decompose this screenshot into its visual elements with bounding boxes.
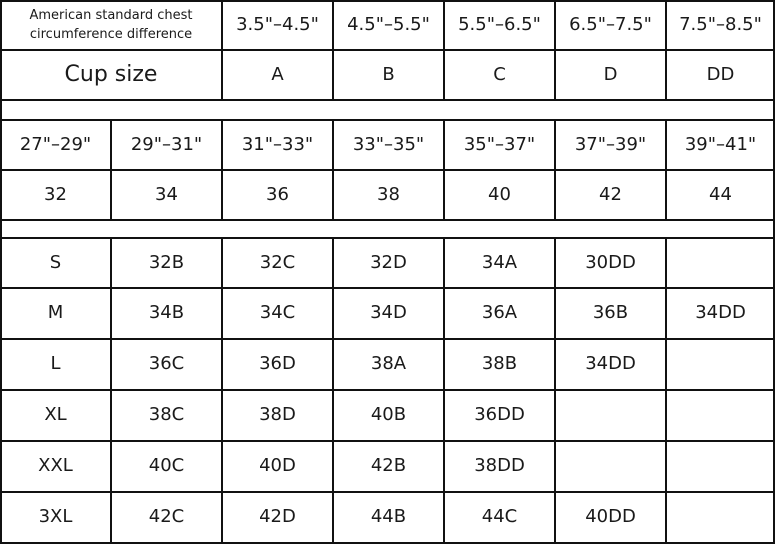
chest-diff-range: 4.5"–5.5" [347,14,430,36]
cup-letter: D [603,63,618,85]
row-divider [0,119,775,121]
row-divider [0,237,775,239]
bra-size [666,390,775,441]
chest-diff-label: American standard chest circumference difference [29,8,193,42]
column-divider [110,238,112,544]
chest-diff-range: 7.5"–8.5" [679,14,762,36]
bra-size: 32D [370,251,407,273]
bra-size: 40DD [585,506,636,528]
row-divider [0,491,775,493]
bra-size [666,339,775,390]
row-divider [0,440,775,442]
bra-size: 34A [481,251,518,273]
row-divider [0,49,775,51]
bra-size: 34DD [695,302,746,324]
column-divider [0,220,2,238]
band-size: 38 [377,183,400,205]
bra-size: 34C [259,302,296,324]
bra-size [555,390,666,441]
bra-size: 32B [148,251,185,273]
chest-diff-range: 6.5"–7.5" [569,14,652,36]
chest-diff-range: 3.5"–4.5" [236,14,319,36]
column-divider [554,120,556,220]
row-divider [0,389,775,391]
band-size: 34 [155,183,178,205]
column-divider [554,238,556,544]
row-divider [0,99,775,101]
bra-size: 42C [148,506,185,528]
bra-size: 34DD [585,353,636,375]
band-range: 31"–33" [241,133,314,155]
row-divider [0,0,775,2]
bra-size: 44C [481,506,518,528]
bra-size: 30DD [585,251,636,273]
column-divider [332,0,334,100]
cup-letter: C [493,63,506,85]
chest-diff-range: 5.5"–6.5" [458,14,541,36]
row-divider [0,542,775,544]
bra-size: 36DD [474,404,525,426]
cup-letter: A [271,63,284,85]
bra-size: 38C [148,404,185,426]
column-divider [0,238,2,544]
clothing-size: M [47,302,64,324]
column-divider [665,0,667,100]
cup-size-label: Cup size [64,62,158,88]
bra-size: 36A [481,302,518,324]
bra-size: 36C [148,353,185,375]
column-divider [443,238,445,544]
bra-size: 34D [370,302,407,324]
column-divider [110,120,112,220]
bra-size: 40C [148,455,185,477]
bra-size: 34B [148,302,185,324]
band-size: 42 [599,183,622,205]
column-divider [332,120,334,220]
bra-size: 38B [481,353,518,375]
column-divider [0,100,2,120]
band-range: 37"–39" [574,133,647,155]
band-size: 32 [44,183,67,205]
bra-size: 38A [370,353,407,375]
band-size: 40 [488,183,511,205]
band-range: 39"–41" [684,133,757,155]
clothing-size: XXL [38,455,73,477]
cup-letter: DD [706,63,735,85]
bra-size [555,441,666,492]
band-range: 29"–31" [130,133,203,155]
clothing-size: L [50,353,61,375]
column-divider [665,120,667,220]
bra-size: 44B [370,506,407,528]
bra-size: 38D [259,404,296,426]
bra-size [666,492,775,543]
bra-size: 40D [259,455,296,477]
bra-size: 40B [370,404,407,426]
column-divider [443,0,445,100]
bra-size: 32C [259,251,296,273]
row-divider [0,287,775,289]
column-divider [0,0,2,100]
column-divider [221,0,223,100]
band-range: 27"–29" [19,133,92,155]
clothing-size: 3XL [38,506,73,528]
bra-size: 38DD [474,455,525,477]
column-divider [665,238,667,544]
column-divider [554,0,556,100]
band-range: 33"–35" [352,133,425,155]
band-range: 35"–37" [463,133,536,155]
bra-size: 36D [259,353,296,375]
row-divider [0,219,775,221]
band-size: 36 [266,183,289,205]
bra-size: 42B [370,455,407,477]
column-divider [221,120,223,220]
bra-size: 36B [592,302,629,324]
bra-size [666,441,775,492]
row-divider [0,169,775,171]
clothing-size: XL [44,404,67,426]
cup-letter: B [382,63,395,85]
column-divider [0,120,2,220]
column-divider [443,120,445,220]
clothing-size: S [49,251,62,273]
column-divider [221,238,223,544]
column-divider [332,238,334,544]
bra-size: 42D [259,506,296,528]
row-divider [0,338,775,340]
band-size: 44 [709,183,732,205]
bra-size [666,238,775,288]
